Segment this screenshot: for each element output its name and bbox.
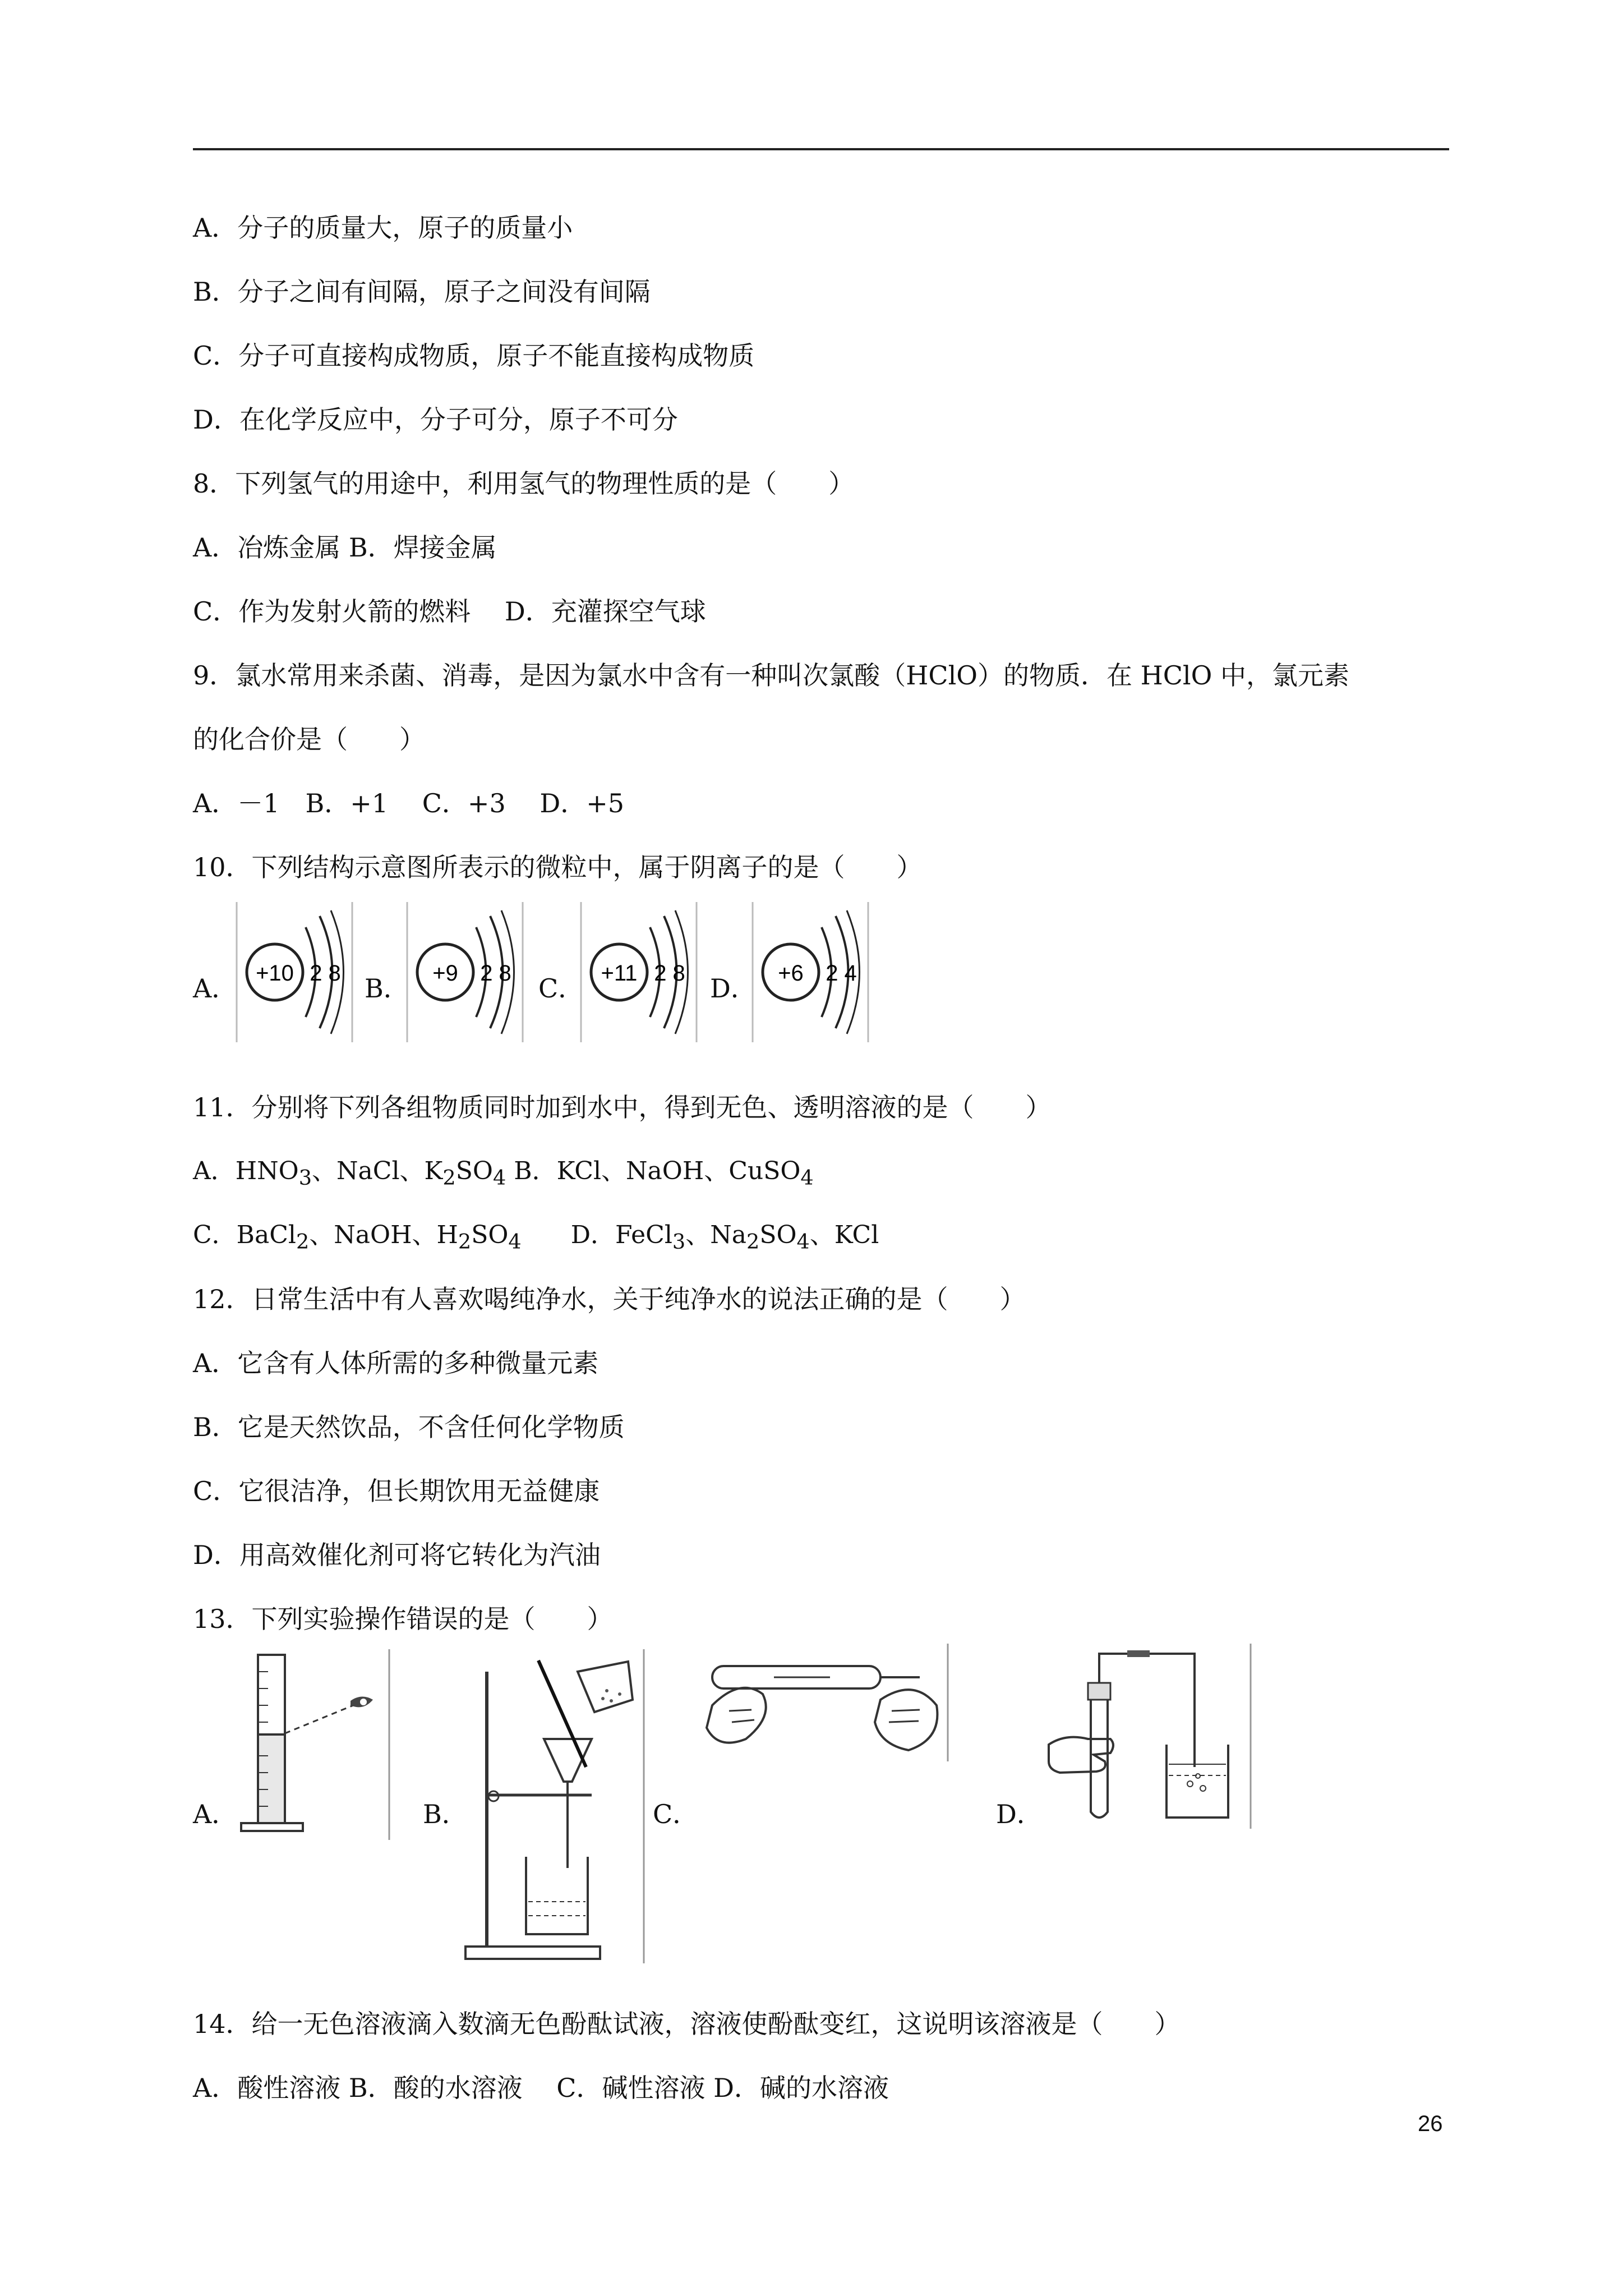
q7-option-c: C．分子可直接构成物质，原子不能直接构成物质	[193, 341, 755, 371]
q10-stem: 10．下列结构示意图所表示的微粒中，属于阴离子的是（ ）	[193, 852, 923, 882]
nucleus-charge: +10	[256, 961, 294, 986]
electron-shells: 2 8	[480, 961, 511, 986]
q9-options: A．－1 B．+1 C．+3 D．+5	[193, 788, 625, 818]
q8-options-cd: C．作为发射火箭的燃料 D．充灌探空气球	[193, 596, 706, 627]
page-number: 26	[1418, 2111, 1443, 2136]
q13-stem: 13．下列实验操作错误的是（ ）	[193, 1604, 613, 1634]
q7-option-d: D．在化学反应中，分子可分，原子不可分	[193, 404, 678, 435]
q13-label-b: B．	[423, 1799, 468, 1829]
graduated-cylinder-figure	[236, 1649, 393, 1840]
header-rule	[193, 148, 1449, 150]
nucleus-charge: +6	[778, 961, 804, 986]
q12-option-d: D．用高效催化剂可将它转化为汽油	[193, 1540, 601, 1570]
test-tube-hands-figure	[695, 1644, 953, 1761]
q7-option-a: A．分子的质量大，原子的质量小	[193, 213, 573, 243]
q12-option-a: A．它含有人体所需的多种微量元素	[193, 1348, 599, 1378]
q12-stem: 12．日常生活中有人喜欢喝纯净水，关于纯净水的说法正确的是（ ）	[193, 1284, 1026, 1314]
q10-label-b: B．	[365, 973, 409, 1004]
q14-options: A．酸性溶液 B．酸的水溶液 C．碱性溶液 D．碱的水溶液	[193, 2073, 889, 2103]
q8-options-ab: A．冶炼金属 B．焊接金属	[193, 532, 497, 563]
nucleus-charge: +9	[432, 961, 458, 986]
airtightness-check-figure	[1043, 1644, 1256, 1829]
q8-stem: 8．下列氢气的用途中，利用氢气的物理性质的是（ ）	[193, 468, 855, 499]
q10-label-c: C．	[538, 973, 584, 1004]
electron-shells: 2 8	[310, 961, 341, 986]
atom-diagram-c	[580, 902, 698, 1042]
electron-shells: 2 4	[826, 961, 857, 986]
q13-label-c: C．	[653, 1799, 699, 1829]
q10-label-d: D．	[710, 973, 757, 1004]
q10-label-a: A．	[193, 973, 238, 1004]
q7-option-b: B．分子之间有间隔，原子之间没有间隔	[193, 277, 651, 307]
q14-stem: 14．给一无色溶液滴入数滴无色酚酞试液，溶液使酚酞变红，这说明该溶液是（ ）	[193, 2009, 1181, 2039]
q11-stem: 11．分别将下列各组物质同时加到水中，得到无色、透明溶液的是（ ）	[193, 1092, 1052, 1122]
electron-shells: 2 8	[654, 961, 685, 986]
q12-option-c: C．它很洁净，但长期饮用无益健康	[193, 1476, 600, 1506]
q13-label-a: A．	[193, 1799, 238, 1829]
atom-diagram-a	[236, 902, 353, 1042]
filtration-apparatus-figure	[460, 1649, 645, 1963]
q12-option-b: B．它是天然饮品，不含任何化学物质	[193, 1412, 625, 1442]
atom-diagram-d	[751, 902, 869, 1042]
q13-label-d: D．	[996, 1799, 1043, 1829]
q11-options-cd: C．BaCl$_2$、NaOH、$H_2SO_4$ D．FeCl$_3$、$Na_2SO_4$、KCl	[193, 1221, 879, 1254]
atom-diagram-b	[406, 902, 524, 1042]
q9-stem-line2: 的化合价是（ ）	[193, 724, 425, 754]
q9-stem-line1: 9．氯水常用来杀菌、消毒，是因为氯水中含有一种叫次氯酸（HClO）的物质．在 HClO 中，氯元素	[193, 660, 1349, 691]
nucleus-charge: +11	[601, 961, 638, 986]
q11-options-ab: A．$HNO_3$、NaCl、$K_2SO_4$ B．KCl、NaOH、CuSO$_4$	[193, 1157, 814, 1190]
